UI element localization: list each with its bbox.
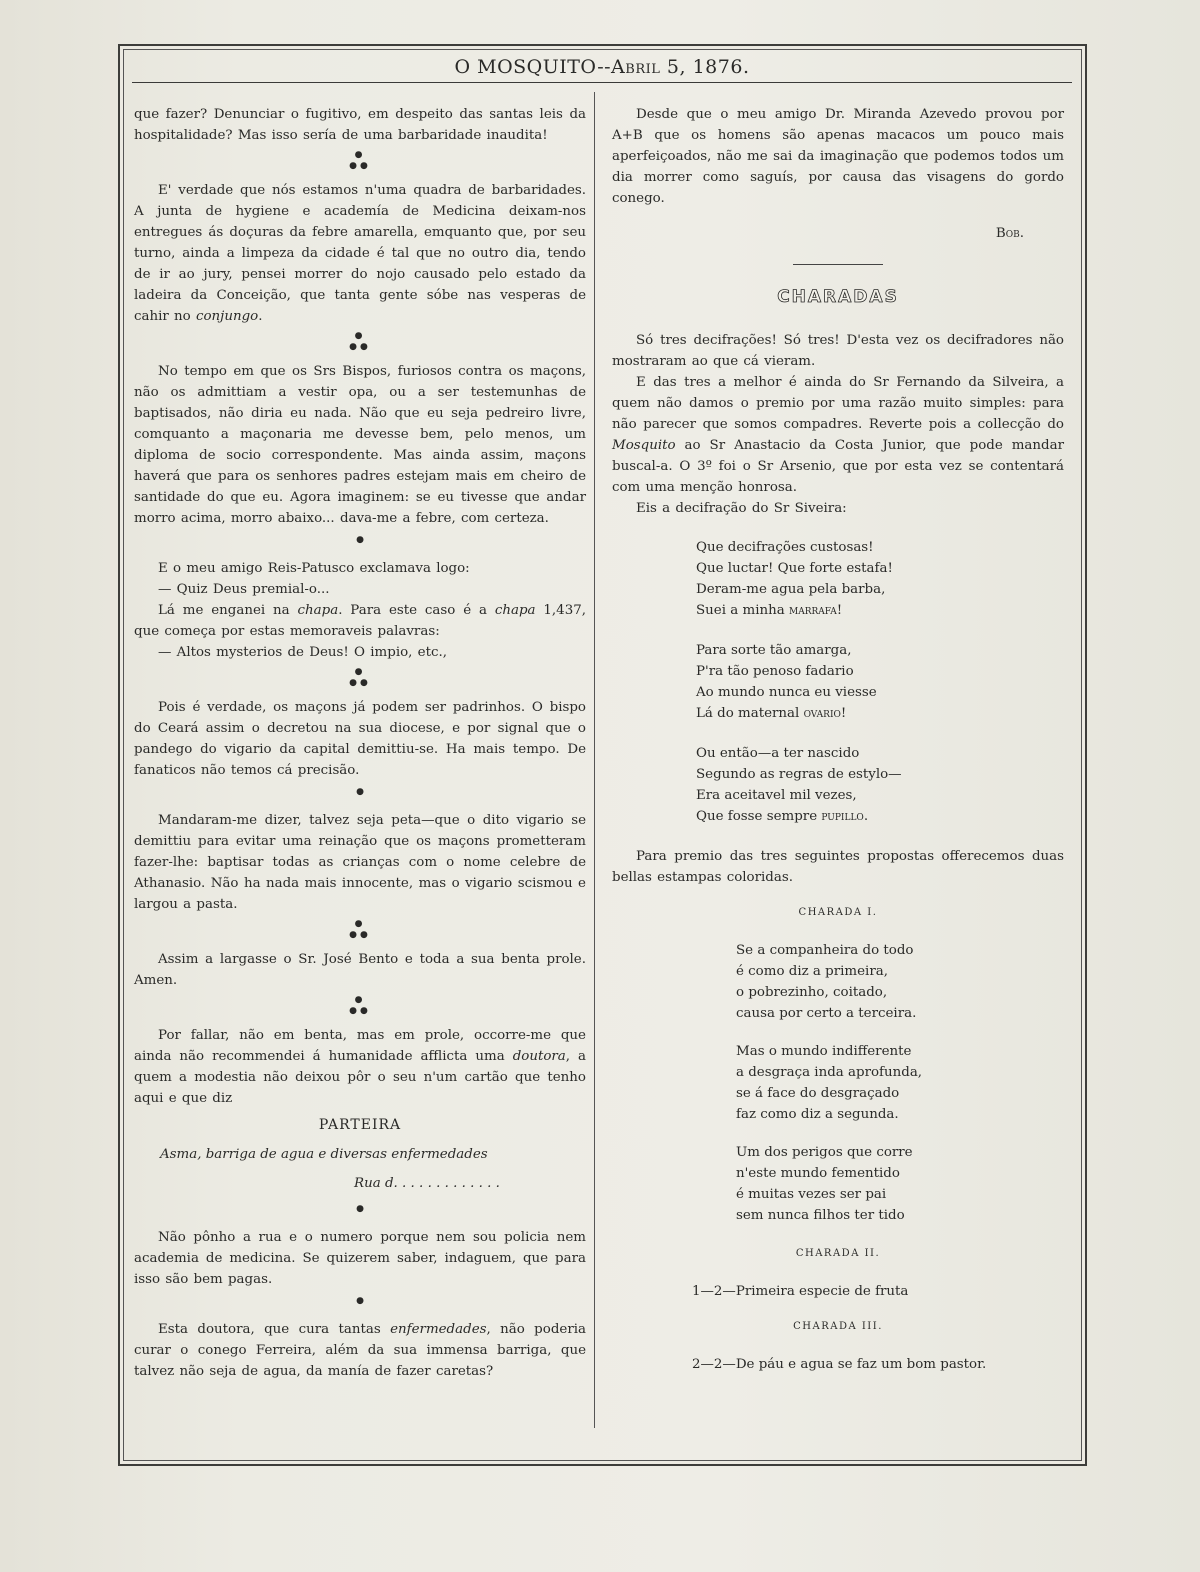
- right-column: [612, 104, 1064, 1375]
- poem-line: Que luctar! Que forte estafa!: [696, 561, 893, 576]
- poem-stanza: [736, 940, 1064, 1024]
- charada-heading: CHARADA III.: [793, 1321, 883, 1332]
- paragraph: No tempo em que os Srs Bispos, furiosos contra os maçons, não os admittiam a vestir opa, ou a ser testemunhas de baptisados, não diria eu nada. Não que eu seja pedreiro livre, comquanto a maçonaria me devesse bem, pelo menos, um diploma de socio correspondente. Mas ainda assim, maçons haverá que para os senhores padres estejam mais em cheiro de santidade do que eu. Agora imaginem: se eu tivesse que andar morro acima, morro abaixo... dava-me a febre, com certeza.: [134, 364, 586, 526]
- text: Suei a minha: [696, 603, 789, 618]
- card-line: Asma, barriga de agua e diversas enfermedades: [160, 1147, 488, 1162]
- charada-poem: [736, 940, 1064, 1226]
- text: !: [840, 706, 847, 721]
- asterism: ●: [356, 1296, 364, 1306]
- poem-stanza: [736, 1142, 1064, 1226]
- asterism: ●: [356, 1204, 364, 1214]
- masthead-name: O MOSQUITO--: [454, 56, 612, 78]
- paragraph: Desde que o meu amigo Dr. Miranda Azevedo provou por A+B que os homens são apenas macacos um pouco mais aperfeiçoados, não me sai da imaginação que podemos todos um dia morrer como saguís, por causa das visagens do gordo conego.: [612, 107, 1064, 206]
- poem-line: se á face do desgraçado: [736, 1086, 900, 1101]
- poem-line: Era aceitavel mil vezes,: [696, 788, 857, 803]
- text: Por fallar, não em benta, mas em prole, occorre-me que ainda não recommendei á humanidade afflicta uma: [134, 1028, 586, 1064]
- italic-text: conjungo: [196, 309, 259, 324]
- poem-line: é muitas vezes ser pai: [736, 1187, 887, 1202]
- text: Lá me enganei na: [158, 603, 298, 618]
- poem-line: Segundo as regras de estylo—: [696, 767, 902, 782]
- poem-line: [696, 703, 1064, 724]
- paragraph: — Quiz Deus premial-o...: [158, 582, 330, 597]
- paragraph: Não pônho a rua e o numero porque nem sou policia nem academia de medicina. Se quizerem saber, indaguem, que para isso são bem pagas.: [134, 1230, 586, 1287]
- asterism: ● ●●: [349, 995, 371, 1016]
- asterism: ●: [356, 787, 364, 797]
- text: Que fosse sempre: [696, 809, 822, 824]
- paragraph: [612, 372, 1064, 498]
- masthead-date: 5, 1876.: [660, 56, 750, 78]
- asterism: ● ●●: [349, 919, 371, 940]
- text: !: [836, 603, 843, 618]
- poem-line: P'ra tão penoso fadario: [696, 664, 854, 679]
- decipher-poem: [696, 537, 1064, 827]
- paragraph: [134, 180, 586, 327]
- poem-line: sem nunca filhos ter tido: [736, 1208, 905, 1223]
- section-rule: [793, 264, 883, 265]
- column-divider: [594, 92, 595, 1428]
- poem-stanza: [696, 743, 1064, 827]
- smallcaps-text: marrafa: [788, 603, 837, 618]
- italic-text: enfermedades: [390, 1322, 487, 1337]
- poem-stanza: [696, 640, 1064, 724]
- poem-line: Se a companheira do todo: [736, 943, 914, 958]
- text: , não poderia curar o conego Ferreira, além da sua immensa barriga, que talvez não seja de agua, da manía de fazer caretas?: [134, 1322, 586, 1379]
- paragraph: E o meu amigo Reis-Patusco exclamava logo:: [158, 561, 470, 576]
- text: E' verdade que nós estamos n'uma quadra de barbaridades. A junta de hygiene e academía de Medicina deixam-nos entregues ás doçuras da febre amarella, emquanto que, por seu turno, ainda a limpeza da cidade é tal que no outro dia, tendo de ir ao jury, pensei morrer do nojo causado pelo estado da ladeira da Conceição, que tanta gente sóbe nas vesperas de cahir no: [134, 183, 586, 324]
- smallcaps-text: ovario: [803, 706, 841, 721]
- card-title: PARTEIRA: [318, 1117, 402, 1133]
- text: . Para este caso é a: [338, 603, 495, 618]
- section-title: CHARADAS: [777, 287, 899, 307]
- poem-line: Mas o mundo indifferente: [736, 1044, 912, 1059]
- italic-text: doutora: [512, 1049, 566, 1064]
- left-column: [134, 104, 586, 1382]
- asterism: ●: [356, 535, 364, 545]
- paragraph: — Altos mysterios de Deus! O impio, etc.,: [158, 645, 447, 660]
- paragraph: Mandaram-me dizer, talvez seja peta—que o dito vigario se demittiu para evitar uma reinação que os maçons prometteram fazer-lhe: baptisar todas as crianças com o nome celebre de Athanasio. Não ha nada mais innocente, mas o vigario scismou e largou a pasta.: [134, 813, 586, 912]
- masthead: [132, 52, 1072, 83]
- italic-text: chapa: [494, 603, 536, 618]
- text: ao Sr Anastacio da Costa Junior, que pode mandar buscal-a. O 3º foi o Sr Arsenio, que por esta vez se contentará com uma menção honrosa.: [612, 438, 1064, 495]
- poem-line: faz como diz a segunda.: [736, 1107, 899, 1122]
- asterism: ● ●●: [349, 667, 371, 688]
- asterism: ● ●●: [349, 331, 371, 352]
- text: , a quem a modestia não deixou pôr o seu n'um cartão que tenho aqui e que diz: [134, 1049, 587, 1106]
- paragraph: que fazer? Denunciar o fugitivo, em despeito das santas leis da hospitalidade? Mas isso sería de uma barbaridade inaudita!: [134, 107, 586, 143]
- paragraph: Assim a largasse o Sr. José Bento e toda a sua benta prole. Amen.: [134, 952, 586, 988]
- charada-heading: CHARADA I.: [798, 907, 878, 918]
- text: .: [863, 809, 869, 824]
- paragraph: Eis a decifração do Sr Siveira:: [636, 501, 847, 516]
- italic-text: Mosquito: [612, 438, 676, 453]
- poem-stanza: [736, 1041, 1064, 1125]
- charada-text: 1—2—Primeira especie de fruta: [692, 1284, 909, 1299]
- paragraph: Para premio das tres seguintes propostas offerecemos duas bellas estampas coloridas.: [612, 849, 1064, 885]
- poem-line: Deram-me agua pela barba,: [696, 582, 886, 597]
- charada-heading: CHARADA II.: [795, 1248, 881, 1259]
- paragraph: Pois é verdade, os maçons já podem ser padrinhos. O bispo do Ceará assim o decretou na sua diocese, e por signal que o pandego do vigario da capital demittiu-se. Ha mais tempo. De fanaticos não temos cá precisão.: [134, 700, 586, 778]
- poem-stanza: [696, 537, 1064, 621]
- paragraph: [134, 600, 586, 642]
- charada-text: 2—2—De páu e agua se faz um bom pastor.: [692, 1357, 987, 1372]
- poem-line: [696, 600, 1064, 621]
- smallcaps-text: pupillo: [821, 809, 864, 824]
- text: Lá do maternal: [696, 706, 804, 721]
- paragraph: [134, 1025, 586, 1109]
- italic-text: chapa: [297, 603, 339, 618]
- poem-line: causa por certo a terceira.: [736, 1006, 917, 1021]
- text: 1,437, que começa por estas memoraveis palavras:: [134, 603, 586, 639]
- poem-line: Ao mundo nunca eu viesse: [696, 685, 877, 700]
- text: Esta doutora, que cura tantas: [158, 1322, 391, 1337]
- asterism: ● ●●: [349, 150, 371, 171]
- poem-line: a desgraça inda aprofunda,: [736, 1065, 923, 1080]
- poem-line: Que decifrações custosas!: [696, 540, 874, 555]
- text: E das tres a melhor é ainda do Sr Fernando da Silveira, a quem não damos o premio por uma razão muito simples: para não parecer que somos compadres. Reverte pois a collecção do: [612, 375, 1064, 432]
- poem-line: Um dos perigos que corre: [736, 1145, 913, 1160]
- poem-line: [696, 806, 1064, 827]
- paragraph: Só tres decifrações! Só tres! D'esta vez os decifradores não mostraram ao que cá vieram.: [612, 333, 1064, 369]
- signature: Bob.: [995, 226, 1024, 241]
- poem-line: o pobrezinho, coitado,: [736, 985, 888, 1000]
- masthead-month: Abril: [611, 56, 661, 78]
- card-address: Rua d. . . . . . . . . . . . .: [354, 1176, 500, 1191]
- poem-line: é como diz a primeira,: [736, 964, 888, 979]
- poem-line: Para sorte tão amarga,: [696, 643, 852, 658]
- poem-line: Ou então—a ter nascido: [696, 746, 860, 761]
- paragraph: [134, 1319, 586, 1382]
- poem-line: n'este mundo fementido: [736, 1166, 900, 1181]
- text: .: [258, 309, 263, 324]
